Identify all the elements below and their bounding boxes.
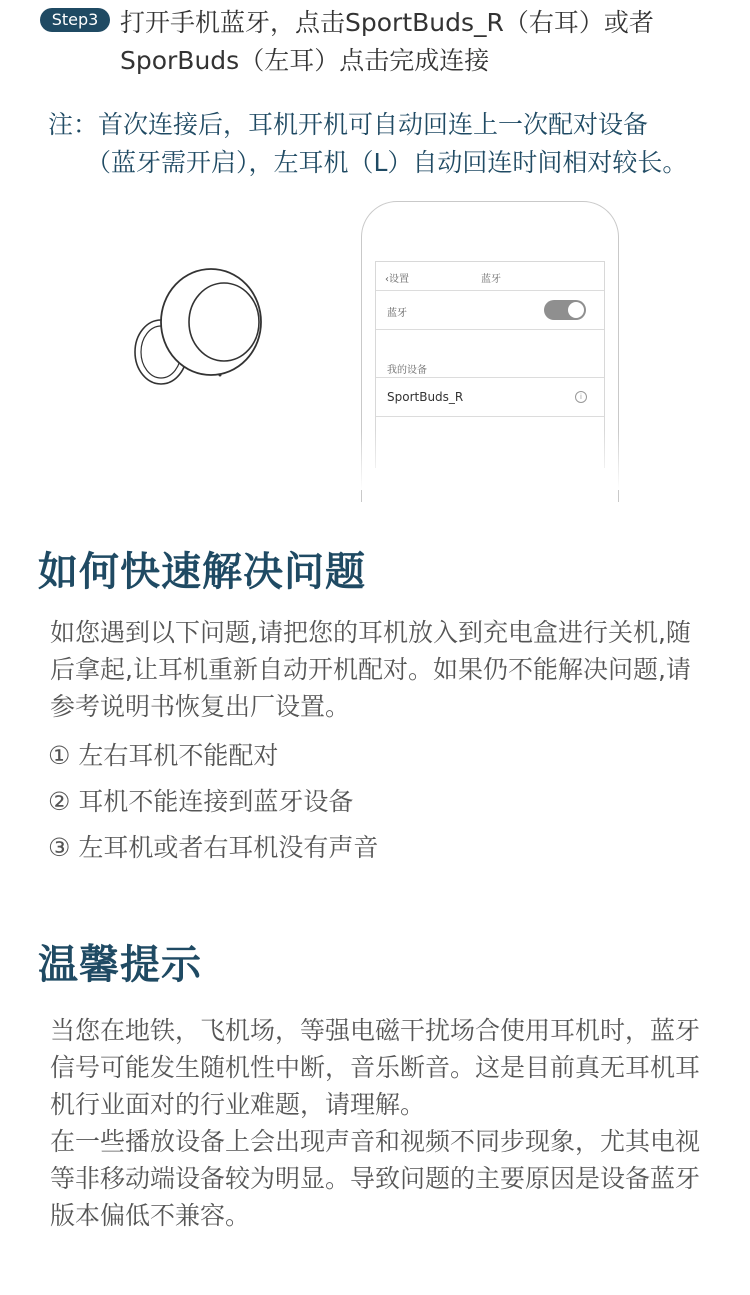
step-badge: Step3 <box>40 8 110 32</box>
phone-fade <box>360 430 620 490</box>
quick-fix-paragraph: 如您遇到以下问题,请把您的耳机放入到充电盒进行关机,随后拿起,让耳机重新自动开机配对。如果仍不能解决问题,请参考说明书恢复出厂设置。 <box>50 618 691 721</box>
connection-note <box>48 106 728 182</box>
step-instruction: 打开手机蓝牙，点击SportBuds_R（右耳）或者SporBuds（左耳）点击完成连接 <box>120 8 654 75</box>
back-button[interactable] <box>385 270 409 285</box>
screen-title: 蓝牙 <box>481 274 501 285</box>
problem-list <box>48 733 708 871</box>
bluetooth-label: 蓝牙 <box>387 308 407 319</box>
toggle-knob <box>568 302 584 318</box>
tips-paragraph-2: 在一些播放设备上会出现声音和视频不同步现象，尤其电视等非移动端设备较为明显。导致问题的主要原因是设备蓝牙版本偏低不兼容。 <box>50 1127 701 1230</box>
note-line-1: 注：首次连接后，耳机开机可自动回连上一次配对设备 <box>48 110 649 139</box>
device-name: SportBuds_R <box>387 390 464 404</box>
info-circle-icon[interactable]: i <box>575 391 587 403</box>
earbud-illustration <box>128 262 278 394</box>
nav-bar <box>376 262 604 291</box>
my-devices-label: 我的设备 <box>387 365 427 376</box>
device-row[interactable] <box>376 377 604 417</box>
phone-mockup <box>360 200 620 480</box>
note-line-2: （蓝牙需开启），左耳机（L）自动回连时间相对较长。 <box>86 148 688 177</box>
chevron-left-icon: ‹ <box>385 274 389 285</box>
tips-body <box>50 1012 710 1234</box>
bluetooth-row <box>376 291 604 330</box>
bluetooth-toggle[interactable] <box>544 300 586 320</box>
tips-paragraph-1: 当您在地铁，飞机场，等强电磁干扰场合使用耳机时，蓝牙信号可能发生随机性中断，音乐断音。这是目前真无耳机耳机行业面对的行业难题，请理解。 <box>50 1016 701 1119</box>
list-item: ② 耳机不能连接到蓝牙设备 <box>48 787 354 816</box>
list-item: ③ 左耳机或者右耳机没有声音 <box>48 833 379 862</box>
list-item: ① 左右耳机不能配对 <box>48 741 279 770</box>
tips-heading: 温馨提示 <box>38 942 202 988</box>
quick-fix-heading: 如何快速解决问题 <box>38 549 366 595</box>
back-label: 设置 <box>389 274 409 285</box>
